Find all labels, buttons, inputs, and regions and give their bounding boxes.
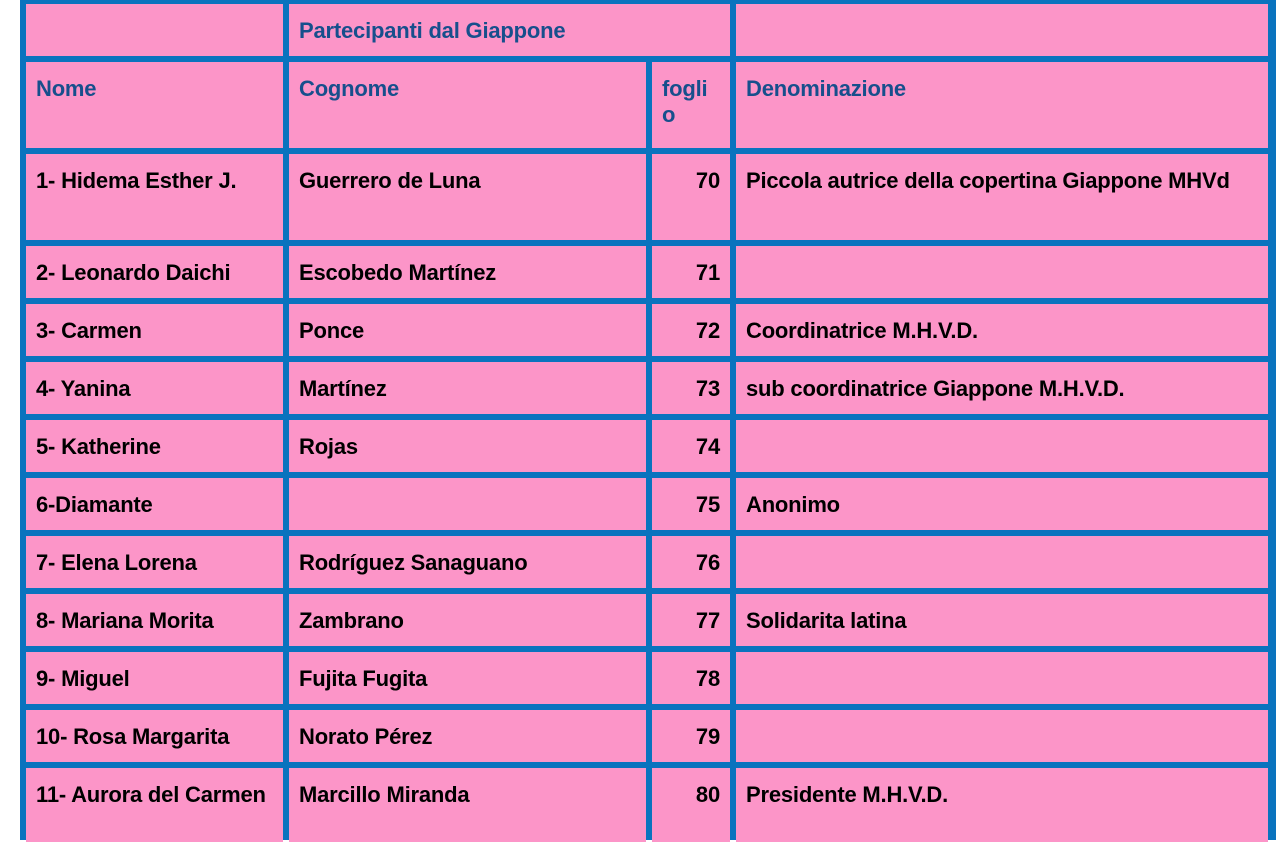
cell-nome: 10- Rosa Margarita xyxy=(26,710,283,762)
cell-denominazione: Piccola autrice della copertina Giappone MHVd xyxy=(736,154,1268,240)
table-row xyxy=(26,304,1268,356)
cell-foglio: 70 xyxy=(652,154,730,240)
header-denominazione: Denominazione xyxy=(736,62,1268,148)
cell-cognome: Norato Pérez xyxy=(289,710,646,762)
cell-denominazione: Coordinatrice M.H.V.D. xyxy=(736,304,1268,356)
cell-foglio: 74 xyxy=(652,420,730,472)
cell-nome: 2- Leonardo Daichi xyxy=(26,246,283,298)
header-row xyxy=(26,62,1268,148)
cell-foglio: 77 xyxy=(652,594,730,646)
participants-table xyxy=(20,0,1274,848)
cell-foglio: 75 xyxy=(652,478,730,530)
table-row xyxy=(26,652,1268,704)
cell-cognome: Zambrano xyxy=(289,594,646,646)
cell-denominazione: Anonimo xyxy=(736,478,1268,530)
cell-denominazione xyxy=(736,246,1268,298)
table-row xyxy=(26,362,1268,414)
cell-denominazione xyxy=(736,652,1268,704)
table-row xyxy=(26,154,1268,240)
cell-foglio: 76 xyxy=(652,536,730,588)
title-empty-cell xyxy=(26,4,283,56)
cell-nome: 3- Carmen xyxy=(26,304,283,356)
title-empty-cell xyxy=(736,4,1268,56)
cell-cognome: Escobedo Martínez xyxy=(289,246,646,298)
cell-denominazione: Solidarita latina xyxy=(736,594,1268,646)
cell-denominazione xyxy=(736,420,1268,472)
cell-denominazione xyxy=(736,710,1268,762)
cell-cognome: Guerrero de Luna xyxy=(289,154,646,240)
cell-nome: 1- Hidema Esther J. xyxy=(26,154,283,240)
table-row xyxy=(26,768,1268,842)
table-row xyxy=(26,478,1268,530)
cell-nome: 7- Elena Lorena xyxy=(26,536,283,588)
cell-foglio: 71 xyxy=(652,246,730,298)
cell-foglio: 78 xyxy=(652,652,730,704)
cell-nome: 5- Katherine xyxy=(26,420,283,472)
cell-denominazione: sub coordinatrice Giappone M.H.V.D. xyxy=(736,362,1268,414)
cell-cognome: Rojas xyxy=(289,420,646,472)
cell-nome: 9- Miguel xyxy=(26,652,283,704)
cell-cognome: Marcillo Miranda xyxy=(289,768,646,842)
cell-nome: 11- Aurora del Carmen xyxy=(26,768,283,842)
participants-table-container xyxy=(20,0,1276,840)
table-row xyxy=(26,710,1268,762)
table-row xyxy=(26,420,1268,472)
table-row xyxy=(26,594,1268,646)
cell-cognome: Ponce xyxy=(289,304,646,356)
header-cognome: Cognome xyxy=(289,62,646,148)
title-row xyxy=(26,4,1268,56)
cell-nome: 8- Mariana Morita xyxy=(26,594,283,646)
cell-foglio: 72 xyxy=(652,304,730,356)
cell-cognome: Fujita Fugita xyxy=(289,652,646,704)
header-nome: Nome xyxy=(26,62,283,148)
cell-nome: 6-Diamante xyxy=(26,478,283,530)
cell-denominazione xyxy=(736,536,1268,588)
cell-foglio: 80 xyxy=(652,768,730,842)
header-foglio: fogli o xyxy=(652,62,730,148)
cell-foglio: 79 xyxy=(652,710,730,762)
cell-foglio: 73 xyxy=(652,362,730,414)
table-row xyxy=(26,536,1268,588)
table-title: Partecipanti dal Giappone xyxy=(289,4,730,56)
cell-denominazione: Presidente M.H.V.D. xyxy=(736,768,1268,842)
cell-cognome xyxy=(289,478,646,530)
cell-cognome: Rodríguez Sanaguano xyxy=(289,536,646,588)
table-row xyxy=(26,246,1268,298)
cell-cognome: Martínez xyxy=(289,362,646,414)
cell-nome: 4- Yanina xyxy=(26,362,283,414)
